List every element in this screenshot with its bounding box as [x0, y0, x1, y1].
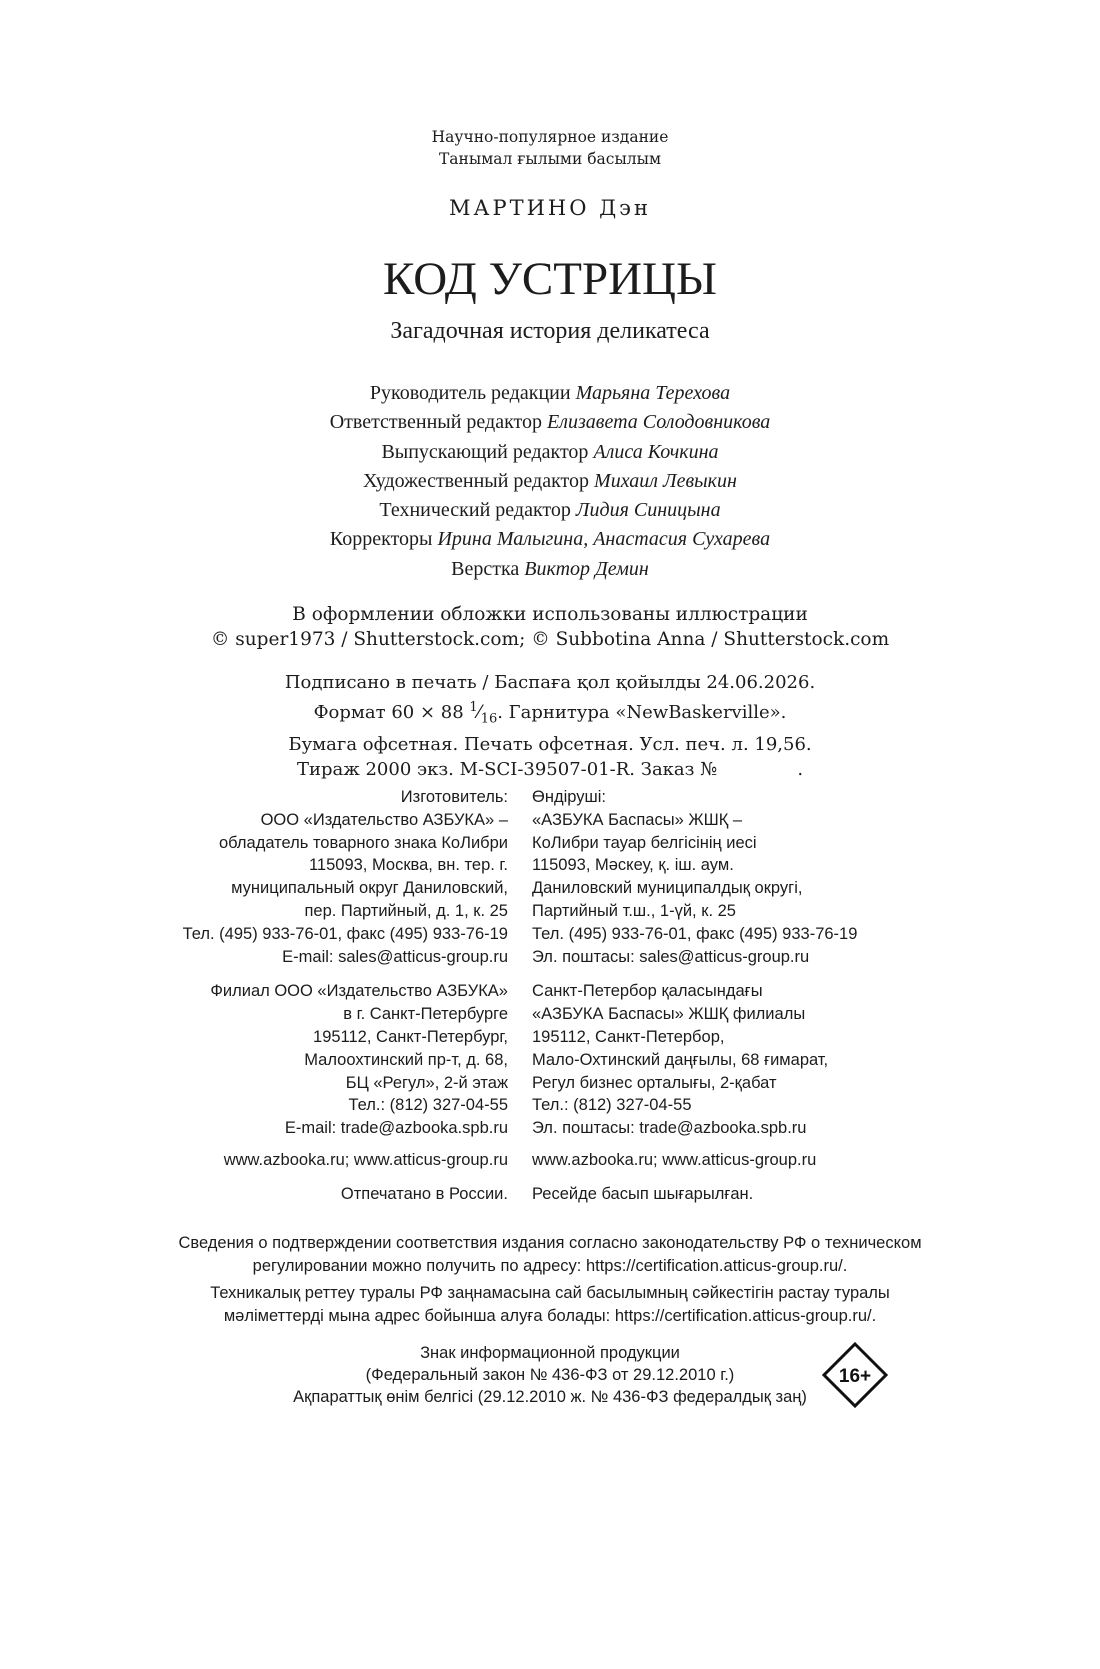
branch-ru: [0, 980, 508, 1140]
branch-ru-line: 195112, Санкт-Петербург,: [313, 1027, 508, 1046]
maker-ru-line: 115093, Москва, вн. тер. г.: [308, 856, 508, 875]
maker-ru-line: Тел. (495) 933-76-01, факс (495) 933-76-19: [182, 924, 508, 943]
credit-role: Художественный редактор: [363, 469, 590, 492]
maker-ru: [0, 786, 508, 968]
credit-role: Технический редактор: [379, 499, 571, 522]
credit-line: [0, 467, 1100, 496]
branch-kz: [508, 980, 1092, 1140]
credit-role: Верстка: [451, 557, 520, 580]
web-block: [0, 1149, 1100, 1172]
credit-person: Михаил Левыкин: [594, 469, 737, 492]
print-info: [0, 670, 1100, 782]
author-name: МАРТИНО Дэн: [449, 196, 651, 220]
format-numerator: 1: [469, 700, 478, 715]
print-line: Подписано в печать / Баспаға қол қойылды 24.06.2026.: [284, 672, 816, 693]
cover-credits: [0, 602, 1100, 652]
credit-person: Лидия Синицына: [575, 499, 721, 522]
format-denominator: 16: [480, 711, 498, 727]
branch-ru-line: БЦ «Регул», 2-й этаж: [345, 1073, 508, 1092]
branch-kz-line: Мало-Охтинский даңғылы, 68 ғимарат,: [532, 1050, 829, 1069]
credit-person: Марьяна Терехова: [575, 382, 731, 404]
branch-ru-line: E-mail: trade@azbooka.spb.ru: [284, 1119, 508, 1138]
format-prefix: Формат 60 × 88: [313, 702, 470, 723]
credit-line: [0, 496, 1100, 525]
info-sign-line: (Федеральный закон № 436-ФЗ от 29.12.2010 г.): [365, 1366, 735, 1384]
print-line: Бумага офсетная. Печать офсетная. Усл. печ. л. 19,56.: [288, 733, 812, 755]
credit-role: Ответственный редактор: [329, 411, 543, 434]
credit-role: Корректоры: [329, 528, 433, 551]
maker-block: [0, 786, 1100, 968]
age-rating-label: 16+: [838, 1366, 872, 1387]
credit-person: Ирина Малыгина, Анастасия Сухарева: [437, 528, 771, 551]
cover-line: © super1973 / Shutterstock.com; © Subbotina Anna / Shutterstock.com: [210, 629, 890, 650]
branch-kz-line: «АЗБУКА Баспасы» ЖШҚ филиалы: [532, 1005, 806, 1024]
certification-line: мәліметтерді мына адрес бойынша алуға болады: https://certification.atticus-group.ru/.: [223, 1307, 877, 1325]
branch-kz-line: Эл. поштасы: trade@azbooka.spb.ru: [532, 1119, 807, 1138]
print-line: Тираж 2000 экз. M-SCI-39507-01-R. Заказ № .: [296, 758, 804, 780]
book-subtitle: Загадочная история деликатеса: [390, 318, 710, 344]
credits-list: [0, 379, 1100, 584]
age-rating-badge: [822, 1342, 888, 1408]
format-line: Формат 60 × 88 $^1⁄_{16}$. Гарнитура «NewBaskerville».: [313, 700, 787, 727]
branch-ru-line: Тел.: (812) 327-04-55: [348, 1096, 508, 1115]
info-sign-line: Знак информационной продукции: [420, 1344, 680, 1362]
credit-role: Руководитель редакции: [369, 382, 571, 404]
maker-kz-line: 115093, Мәскеу, қ. іш. аум.: [532, 856, 734, 875]
branch-kz-line: Тел.: (812) 327-04-55: [532, 1096, 692, 1115]
credit-person: Елизавета Солодовникова: [547, 411, 771, 434]
maker-kz-line: Даниловский муниципалдық округі,: [532, 879, 803, 898]
format-suffix: . Гарнитура «NewBaskerville».: [497, 702, 787, 723]
web-kz: www.azbooka.ru; www.atticus-group.ru: [532, 1150, 817, 1169]
credit-person: Виктор Демин: [524, 557, 649, 580]
web-ru: www.azbooka.ru; www.atticus-group.ru: [223, 1150, 508, 1169]
printed-block: [0, 1183, 1100, 1206]
maker-kz-line: «АЗБУКА Баспасы» ЖШҚ –: [532, 810, 743, 829]
branch-kz-line: 195112, Санкт-Петербор,: [532, 1027, 725, 1046]
maker-ru-line: пер. Партийный, д. 1, к. 25: [304, 901, 508, 920]
maker-kz-line: Партийный т.ш., 1-үй, к. 25: [532, 901, 736, 920]
credit-line: [0, 379, 1100, 408]
printed-kz: Ресейде басып шығарылған.: [532, 1184, 754, 1203]
certification-kz: [0, 1282, 1100, 1328]
printed-ru: Отпечатано в России.: [340, 1184, 508, 1203]
branch-ru-line: Малоохтинский пр-т, д. 68,: [304, 1050, 508, 1069]
maker-kz-line: Тел. (495) 933-76-01, факс (495) 933-76-19: [532, 924, 858, 943]
maker-kz: [508, 786, 1092, 968]
credit-person: Алиса Кочкина: [593, 440, 719, 463]
certification-line: регулировании можно получить по адресу: https://certification.atticus-group.ru/.: [252, 1257, 848, 1275]
certification-line: Техникалық реттеу туралы РФ заңнамасына сай басылымның сәйкестігін растау туралы: [210, 1284, 890, 1302]
cover-line: В оформлении обложки использованы иллюстрации: [292, 604, 808, 625]
maker-kz-line: Өндіруші:: [532, 788, 606, 806]
maker-kz-line: КоЛибри тауар белгісінің иесі: [532, 833, 757, 852]
branch-block: [0, 980, 1100, 1140]
book-title: КОД УСТРИЦЫ: [383, 253, 717, 305]
branch-kz-line: Санкт-Петербор қаласындағы: [532, 982, 763, 1001]
branch-kz-line: Регул бизнес орталығы, 2-қабат: [532, 1073, 777, 1092]
maker-ru-line: ООО «Издательство АЗБУКА» –: [260, 810, 508, 829]
credit-line: [0, 438, 1100, 467]
branch-ru-line: Филиал ООО «Издательство АЗБУКА»: [210, 982, 508, 1001]
maker-ru-line: E-mail: sales@atticus-group.ru: [282, 947, 508, 966]
maker-ru-line: обладатель товарного знака КоЛибри: [219, 833, 508, 852]
credit-role: Выпускающий редактор: [381, 440, 589, 463]
maker-kz-line: Эл. поштасы: sales@atticus-group.ru: [532, 947, 810, 966]
genre-kz: Танымал ғылыми басылым: [438, 150, 662, 168]
maker-ru-line: муниципальный округ Даниловский,: [231, 879, 508, 898]
branch-ru-line: в г. Санкт-Петербурге: [343, 1005, 508, 1024]
credit-line: [0, 408, 1100, 437]
credit-line: [0, 555, 1100, 584]
certification-line: Сведения о подтверждении соответствия издания согласно законодательству РФ о техническом: [178, 1234, 922, 1252]
publisher-info: [0, 786, 1100, 1206]
info-sign-line: Ақпараттық өнім белгісі (29.12.2010 ж. № 436-ФЗ федералдық заң): [293, 1388, 807, 1406]
genre-ru: Научно-популярное издание: [431, 128, 669, 146]
maker-ru-line: Изготовитель:: [400, 788, 508, 806]
genre-block: [0, 126, 1100, 170]
credit-line: [0, 525, 1100, 554]
certification-ru: [0, 1232, 1100, 1278]
